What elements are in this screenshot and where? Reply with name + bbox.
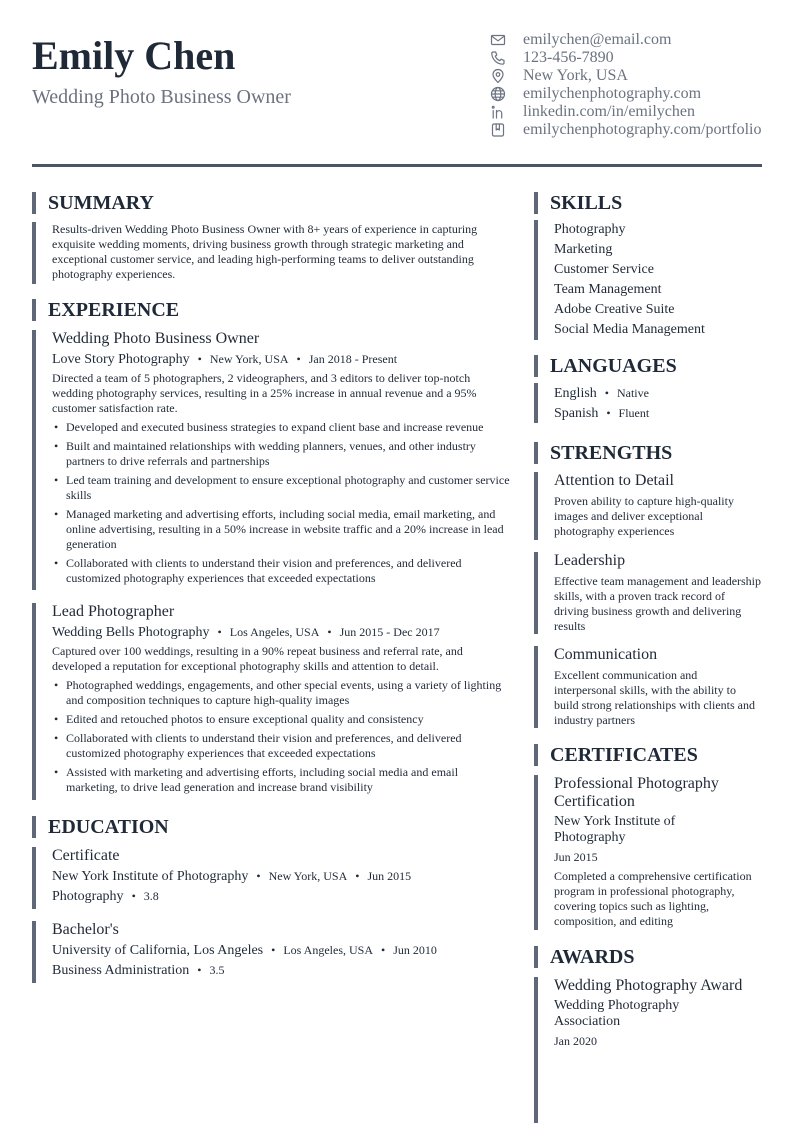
company-name: Wedding Bells Photography [52,625,210,640]
language-level: • Native [597,383,649,403]
gpa: • 3.5 [189,961,224,979]
company-name: Love Story Photography [52,352,190,367]
strength-title: Communication [554,646,658,663]
phone-number[interactable]: 123-456-7890 [523,49,614,66]
candidate-name: Emily Chen [32,33,236,78]
job-meta [52,350,510,368]
strength-description: Effective team management and leadership skills, with a proven track record of driving business growth and delivering results [554,574,762,633]
field-of-study: Business Administration [52,963,190,978]
location-text: New York, USA [523,67,628,84]
award-issuer: Wedding Photography Association [554,998,680,1029]
skill-item: Adobe Creative Suite [554,302,675,317]
bullet-item: • Collaborated with clients to understand their vision and preferences, and delivered customized photography experiences that exceeded expectations [52,556,510,586]
experience-heading: EXPERIENCE [32,299,510,321]
education-field [52,887,510,905]
certificate-entry [534,775,762,930]
job-entry [32,603,510,800]
globe-icon [490,86,506,102]
school-location: • Los Angeles, USA [263,941,373,959]
phone-icon [490,50,506,66]
candidate-title: Wedding Photo Business Owner [32,86,291,108]
contact-website[interactable] [490,85,780,103]
location-pin-icon [490,68,506,84]
skills-heading: SKILLS [534,192,762,214]
bullet-item: • Developed and executed business strategies to expand client base and increase revenue [52,420,510,435]
job-title: Lead Photographer [52,603,175,620]
job-dates: • Jan 2018 - Present [289,350,398,368]
linkedin-icon [490,104,506,120]
school-location: • New York, USA [248,867,347,885]
school-name: University of California, Los Angeles [52,943,264,958]
education-meta [52,867,510,885]
certificate-issuer: New York Institute of Photography [554,814,676,845]
certificate-date: Jun 2015 [554,850,598,864]
strength-entry [534,646,762,728]
contact-location [490,67,780,85]
job-location: • New York, USA [190,350,289,368]
certificate-description: Completed a comprehensive certification program in professional photography, covering topics such as lighting, composition, and editing [554,869,752,928]
awards-heading: AWARDS [534,946,762,968]
email-link[interactable]: emilychen@email.com [523,31,672,48]
contact-portfolio[interactable] [490,121,780,139]
strength-title: Attention to Detail [554,472,674,489]
school-name: New York Institute of Photography [52,869,249,884]
portfolio-link[interactable]: emilychenphotography.com/portfolio [523,121,762,138]
job-description: Directed a team of 5 photographers, 2 videographers, and 3 editors to deliver top-notch wedding photography services, resulting in a 25% increase in annual revenue and a 95% customer satisfaction rate. [52,371,477,415]
header-divider [32,164,762,167]
field-of-study: Photography [52,889,124,904]
bullet-item: • Led team training and development to ensure exceptional photography and customer service skills [52,473,510,503]
language-item [554,403,762,423]
education-entry [32,921,510,983]
education-field [52,961,510,979]
bullet-item: • Edited and retouched photos to ensure exceptional quality and consistency [52,712,510,727]
language-name: English [554,386,597,401]
job-location: • Los Angeles, USA [210,623,320,641]
strength-entry [534,472,762,540]
strength-description: Excellent communication and interpersonal skills, with the ability to build strong relationships with clients and industry partners [554,668,755,727]
contact-list [490,31,780,139]
summary-heading: SUMMARY [32,192,510,214]
gpa: • 3.8 [124,887,159,905]
job-entry [32,330,510,590]
job-meta [52,623,510,641]
education-heading: EDUCATION [32,816,510,838]
language-name: Spanish [554,406,599,421]
skill-item: Marketing [554,242,613,257]
strength-entry [534,552,762,634]
bullet-item: • Managed marketing and advertising efforts, including social media, email marketing, and online advertising, resulting in a 50% increase in website traffic and a 20% increase in lead generation [52,507,510,552]
languages-block [534,383,762,423]
job-bullets [52,420,510,586]
graduation-date: • Jun 2010 [373,941,437,959]
skill-item: Customer Service [554,262,654,277]
certificates-heading: CERTIFICATES [534,744,762,766]
strengths-heading: STRENGTHS [534,442,762,464]
language-item [554,383,762,403]
bookmark-icon [490,122,506,138]
skill-item: Social Media Management [554,322,705,337]
email-icon [490,32,506,48]
graduation-date: • Jun 2015 [347,867,411,885]
languages-heading: LANGUAGES [534,355,762,377]
bullet-item: • Built and maintained relationships with wedding planners, venues, and other industry partners to drive referrals and partnerships [52,439,510,469]
job-title: Wedding Photo Business Owner [52,330,260,347]
skills-block [534,220,762,340]
bullet-item: • Assisted with marketing and advertising efforts, including social media and email marketing, to drive lead generation and increase brand visibility [52,765,510,795]
degree-title: Certificate [52,847,120,864]
contact-email[interactable] [490,31,780,49]
language-level: • Fluent [598,403,649,423]
bullet-item: • Collaborated with clients to understand their vision and preferences, and delivered customized photography experiences that exceeded expectations [52,731,510,761]
education-entry [32,847,510,909]
strength-description: Proven ability to capture high-quality images and deliver exceptional photography experiences [554,494,734,538]
skill-item: Photography [554,222,626,237]
award-title: Wedding Photography Award [554,977,743,994]
contact-phone[interactable] [490,49,780,67]
strength-title: Leadership [554,552,626,569]
job-bullets [52,678,510,795]
contact-linkedin[interactable] [490,103,780,121]
degree-title: Bachelor's [52,921,119,938]
linkedin-link[interactable]: linkedin.com/in/emilychen [523,103,695,120]
job-description: Captured over 100 weddings, resulting in a 90% repeat business and referral rate, and developed a reputation for exceptional photography skills and attention to detail. [52,644,463,673]
education-meta [52,941,510,959]
award-date: Jan 2020 [554,1034,597,1048]
certificate-title: Professional Photography Certification [554,775,719,810]
award-entry [534,977,762,1123]
summary-text: Results-driven Wedding Photo Business Owner with 8+ years of experience in capturing exquisite wedding moments, driving business growth through strategic marketing and exceptional customer service, and leading high-performing teams to deliver outstanding photography experiences. [52,222,478,281]
job-dates: • Jun 2015 - Dec 2017 [319,623,439,641]
bullet-item: • Photographed weddings, engagements, and other special events, using a variety of lighting and composition techniques to capture high-quality images [52,678,510,708]
skill-item: Team Management [554,282,662,297]
summary-block [32,222,510,284]
website-link[interactable]: emilychenphotography.com [523,85,702,102]
